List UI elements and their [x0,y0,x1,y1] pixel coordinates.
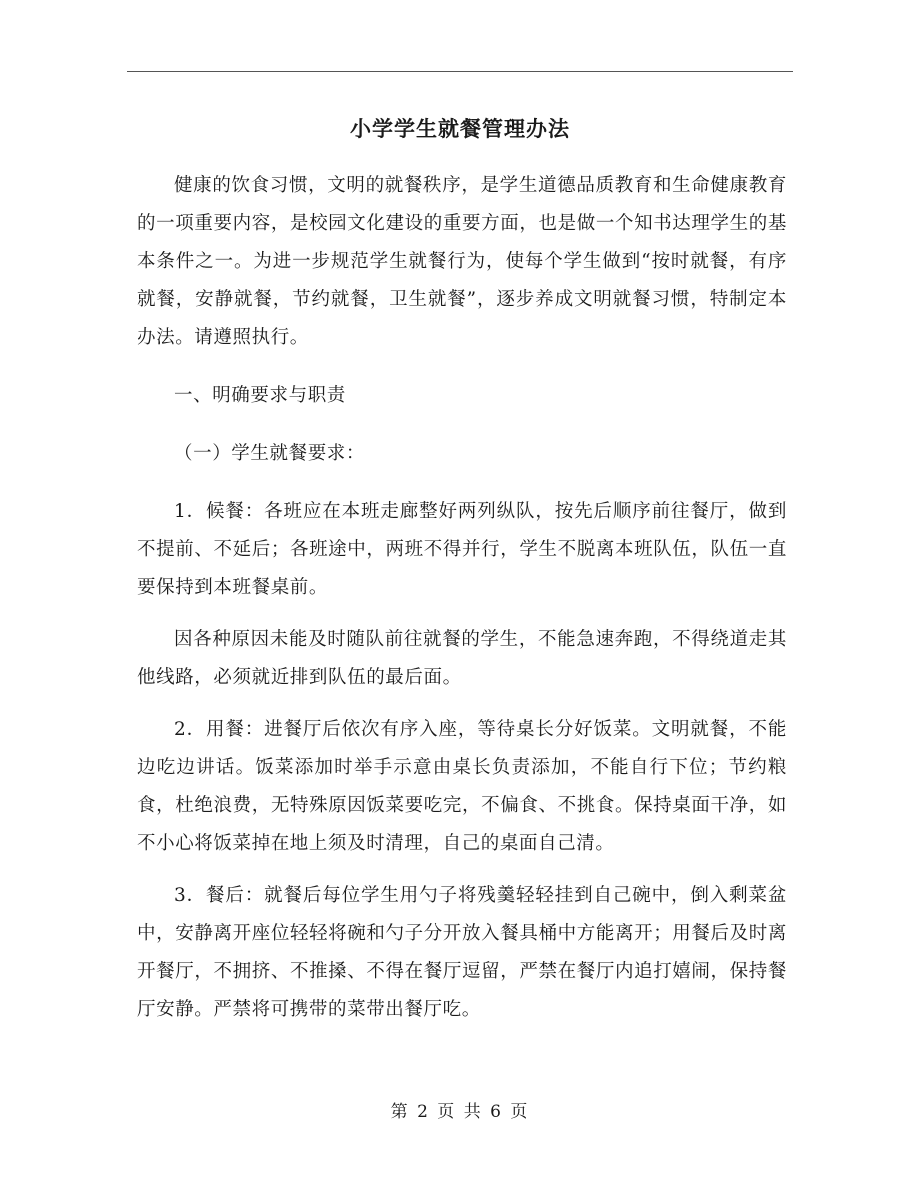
rule-after-meal-paragraph: 3．餐后：就餐后每位学生用勺子将残羹轻轻挂到自己碗中，倒入剩菜盆中，安静离开座位轻轻将碗和勺子分开放入餐具桶中方能离开；用餐后及时离开餐厅，不拥挤、不推搡、不得在餐厅逗留，严禁在餐厅内追打嬉闹，保持餐厅安静。严禁将可携带的菜带出餐厅吃。 [137,885,787,1020]
rule-waiting-paragraph: 1．候餐：各班应在本班走廊整好两列纵队，按先后顺序前往餐厅，做到不提前、不延后；各班途中，两班不得并行，学生不脱离本班队伍，队伍一直要保持到本班餐桌前。 [137,501,787,598]
page-number: 第 2 页 共 6 页 [390,1102,530,1122]
late-students-paragraph: 因各种原因未能及时随队前往就餐的学生，不能急速奔跑，不得绕道走其他线路，必须就近排到队伍的最后面。 [137,629,787,688]
header-rule [127,71,793,72]
document-title: 小学学生就餐管理办法 [350,116,570,141]
subsection-heading-student-rules: （一）学生就餐要求： [174,443,366,464]
intro-paragraph: 健康的饮食习惯，文明的就餐秩序，是学生道德品质教育和生命健康教育的一项重要内容，是校园文化建设的重要方面，也是做一个知书达理学生的基本条件之一。为进一步规范学生就餐行为，使每个学生做到“按时就餐，有序就餐，安静就餐，节约就餐，卫生就餐”，逐步养成文明就餐习惯，特制定本办法。请遵照执行。 [137,175,787,348]
rule-dining-paragraph: 2．用餐：进餐厅后依次有序入座，等待桌长分好饭菜。文明就餐，不能边吃边讲话。饭菜添加时举手示意由桌长负责添加，不能自行下位；节约粮食，杜绝浪费，无特殊原因饭菜要吃完，不偏食、不挑食。保持桌面干净，如不小心将饭菜掉在地上须及时清理，自己的桌面自己清。 [137,719,787,854]
section-heading-requirements: 一、明确要求与职责 [174,385,346,406]
document-body [137,167,787,1029]
